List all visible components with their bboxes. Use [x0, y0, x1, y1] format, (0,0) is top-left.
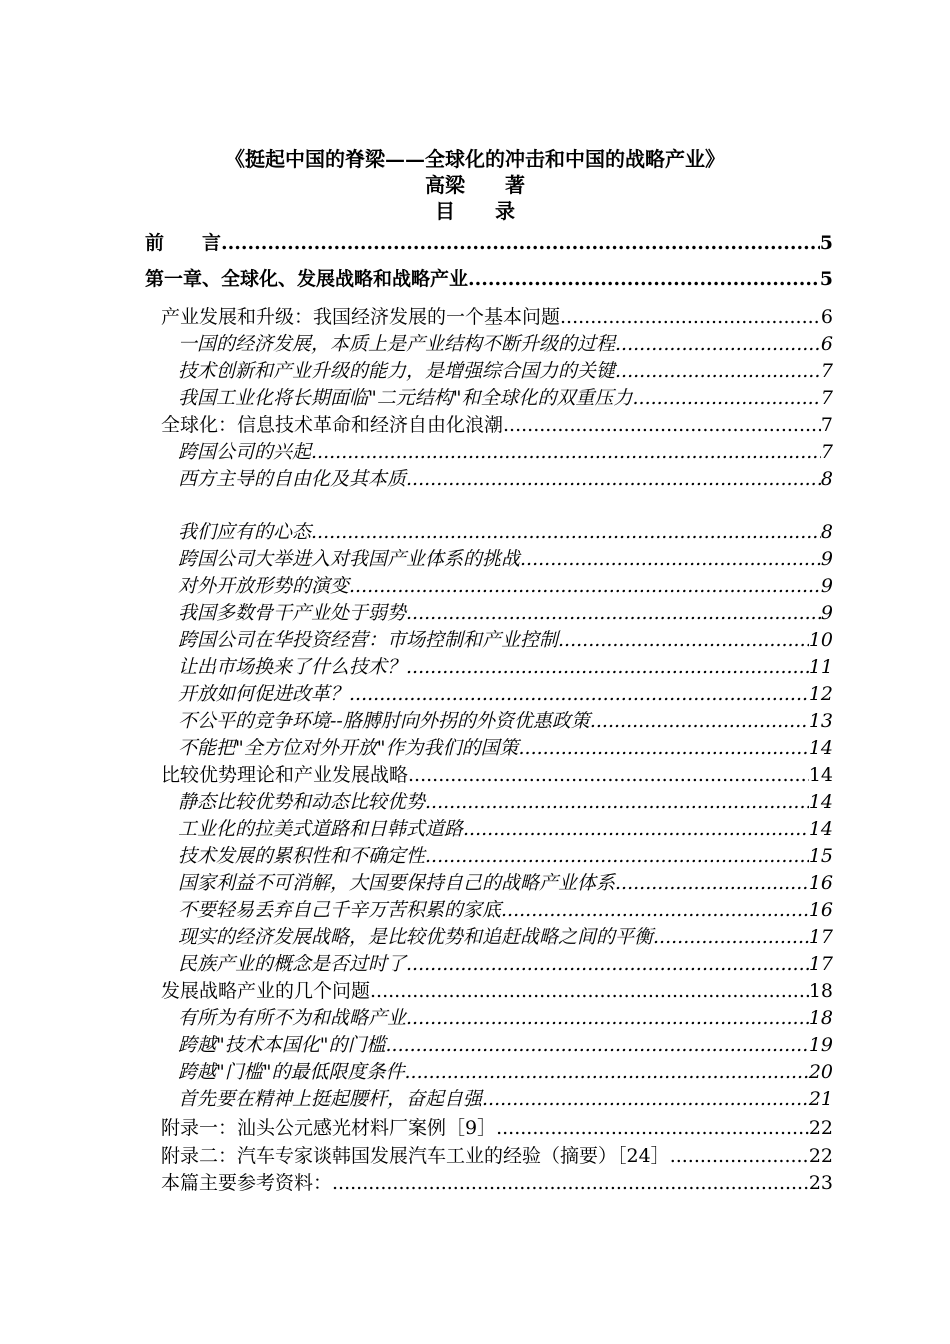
toc-entry-title: 我们应有的心态 — [178, 521, 312, 543]
toc-entry-title: 跨国公司的兴起 — [178, 441, 312, 463]
toc-section-entry[interactable] — [161, 302, 833, 328]
toc-subsection-entry[interactable] — [178, 1084, 833, 1110]
toc-subsection-entry[interactable] — [178, 544, 833, 570]
toc-page-number: 16 — [808, 899, 833, 921]
toc-page-number: 20 — [808, 1061, 833, 1083]
author-line: 高梁 著 — [425, 173, 525, 197]
toc-entry-title: 附录一：汕头公元感光材料厂案例［9］ — [161, 1117, 497, 1139]
toc-subsection-entry[interactable] — [178, 571, 833, 597]
toc-subsection-entry[interactable] — [178, 464, 833, 490]
toc-page-number: 7 — [820, 387, 833, 409]
toc-page-number: 9 — [820, 602, 833, 624]
toc-entry-title: 前 言 — [145, 232, 222, 254]
toc-page-number: 14 — [808, 764, 833, 786]
toc-dot-leader — [406, 953, 809, 975]
toc-page-number: 13 — [808, 710, 833, 732]
toc-dot-leader — [406, 468, 821, 490]
toc-page-number: 22 — [808, 1145, 833, 1167]
toc-entry-title: 国家利益不可消解，大国要保持自己的战略产业体系 — [178, 872, 616, 894]
toc-page-number: 10 — [808, 629, 833, 651]
toc-entry-title: 对外开放形势的演变 — [178, 575, 350, 597]
toc-chapter-entry[interactable] — [145, 228, 833, 254]
toc-page-number: 23 — [808, 1172, 833, 1194]
toc-entry-title: 我国工业化将长期面临"二元结构"和全球化的双重压力 — [178, 387, 633, 409]
toc-dot-leader — [632, 387, 820, 409]
toc-page-number: 8 — [820, 468, 833, 490]
toc-entry-title: 开放如何促进改革？ — [178, 683, 350, 705]
toc-subsection-entry[interactable] — [178, 679, 833, 705]
toc-entry-title: 工业化的拉美式道路和日韩式道路 — [178, 818, 464, 840]
toc-entry-title: 西方主导的自由化及其本质 — [178, 468, 407, 490]
contents-heading: 目 录 — [435, 199, 515, 223]
toc-page-number: 6 — [820, 333, 833, 355]
toc-subsection-entry[interactable] — [178, 733, 833, 759]
toc-entry-title: 有所为有所不为和战略产业 — [178, 1007, 407, 1029]
toc-entry-title: 跨国公司在华投资经营：市场控制和产业控制 — [178, 629, 559, 651]
toc-entry-title: 不能把"全方位对外开放"作为我们的国策 — [178, 737, 519, 759]
toc-subsection-entry[interactable] — [178, 841, 833, 867]
toc-subsection-entry[interactable] — [178, 706, 833, 732]
toc-subsection-entry[interactable] — [178, 652, 833, 678]
toc-dot-leader — [311, 441, 821, 463]
toc-page-number: 11 — [808, 656, 833, 678]
toc-entry-title: 民族产业的概念是否过时了 — [178, 953, 407, 975]
toc-dot-leader — [332, 1172, 809, 1194]
toc-dot-leader — [520, 548, 821, 570]
toc-dot-leader — [670, 1145, 809, 1167]
toc-subsection-entry[interactable] — [178, 787, 833, 813]
toc-entry-title: 技术发展的累积性和不确定性 — [178, 845, 426, 867]
toc-subsection-entry[interactable] — [178, 895, 833, 921]
toc-dot-leader — [558, 629, 809, 651]
toc-page-number: 9 — [820, 575, 833, 597]
toc-entry-title: 一国的经济发展，本质上是产业结构不断升级的过程 — [178, 333, 616, 355]
toc-entry-title: 比较优势理论和产业发展战略 — [161, 764, 409, 786]
toc-subsection-entry[interactable] — [178, 949, 833, 975]
toc-entry-title: 本篇主要参考资料： — [161, 1172, 333, 1194]
toc-entry-title: 附录二：汽车专家谈韩国发展汽车工业的经验（摘要）［24］ — [161, 1145, 670, 1167]
toc-dot-leader — [503, 414, 821, 436]
toc-page-number: 5 — [819, 268, 833, 290]
toc-page-number: 21 — [808, 1088, 833, 1110]
toc-subsection-entry[interactable] — [178, 356, 833, 382]
toc-subsection-entry[interactable] — [178, 1057, 833, 1083]
toc-dot-leader — [463, 818, 809, 840]
toc-page-number: 14 — [808, 791, 833, 813]
toc-page-number: 18 — [808, 1007, 833, 1029]
toc-subsection-entry[interactable] — [178, 814, 833, 840]
toc-entry-title: 首先要在精神上挺起腰杆，奋起自强 — [178, 1088, 483, 1110]
toc-section-entry[interactable] — [161, 1141, 833, 1167]
toc-subsection-entry[interactable] — [178, 598, 833, 624]
toc-section-entry[interactable] — [161, 1113, 833, 1139]
toc-entry-title: 跨越"门槛"的最低限度条件 — [178, 1061, 405, 1083]
toc-page-number: 7 — [820, 441, 833, 463]
toc-subsection-entry[interactable] — [178, 1030, 833, 1056]
toc-dot-leader — [615, 360, 821, 382]
toc-page-number: 6 — [820, 306, 833, 328]
toc-page-number: 22 — [808, 1117, 833, 1139]
toc-dot-leader — [560, 306, 821, 328]
toc-page-number: 7 — [820, 414, 833, 436]
toc-dot-leader — [349, 683, 809, 705]
toc-dot-leader — [425, 791, 809, 813]
toc-page-number: 17 — [808, 953, 833, 975]
toc-dot-leader — [385, 1034, 808, 1056]
toc-dot-leader — [221, 232, 820, 254]
toc-page-number: 7 — [820, 360, 833, 382]
toc-subsection-entry[interactable] — [178, 868, 833, 894]
document-title: 《挺起中国的脊梁——全球化的冲击和中国的战略产业》 — [225, 147, 725, 171]
toc-page-number: 14 — [808, 737, 833, 759]
toc-subsection-entry[interactable] — [178, 922, 833, 948]
toc-dot-leader — [406, 1007, 809, 1029]
toc-page-number: 17 — [808, 926, 833, 948]
toc-entry-title: 现实的经济发展战略，是比较优势和追赶战略之间的平衡 — [178, 926, 654, 948]
toc-page-number: 9 — [820, 548, 833, 570]
toc-entry-title: 全球化：信息技术革命和经济自由化浪潮 — [161, 414, 504, 436]
toc-entry-title: 第一章、全球化、发展战略和战略产业 — [145, 268, 469, 290]
toc-dot-leader — [615, 872, 809, 894]
toc-page-number: 12 — [808, 683, 833, 705]
toc-entry-title: 不公平的竞争环境--胳膊肘向外拐的外资优惠政策 — [178, 710, 590, 732]
toc-page-number: 16 — [808, 872, 833, 894]
toc-subsection-entry[interactable] — [178, 329, 833, 355]
toc-dot-leader — [404, 1061, 808, 1083]
toc-dot-leader — [501, 899, 809, 921]
toc-entry-title: 技术创新和产业升级的能力，是增强综合国力的关键 — [178, 360, 616, 382]
toc-entry-title: 产业发展和升级：我国经济发展的一个基本问题 — [161, 306, 561, 328]
toc-page-number: 18 — [808, 980, 833, 1002]
toc-entry-title: 发展战略产业的几个问题 — [161, 980, 371, 1002]
toc-dot-leader — [653, 926, 809, 948]
toc-subsection-entry[interactable] — [178, 517, 833, 543]
toc-dot-leader — [615, 333, 821, 355]
toc-subsection-entry[interactable] — [178, 437, 833, 463]
toc-page-number: 8 — [820, 521, 833, 543]
toc-dot-leader — [406, 602, 821, 624]
toc-dot-leader — [518, 737, 808, 759]
toc-chapter-entry[interactable] — [145, 264, 833, 290]
toc-dot-leader — [349, 575, 821, 597]
toc-section-entry[interactable] — [161, 1168, 833, 1194]
toc-entry-title: 跨国公司大举进入对我国产业体系的挑战 — [178, 548, 521, 570]
toc-dot-leader — [370, 980, 809, 1002]
toc-section-entry[interactable] — [161, 410, 833, 436]
toc-entry-title: 我国多数骨干产业处于弱势 — [178, 602, 407, 624]
toc-entry-title: 不要轻易丢弃自己千辛万苦积累的家底 — [178, 899, 502, 921]
toc-dot-leader — [425, 845, 809, 867]
toc-entry-title: 跨越"技术本国化"的门槛 — [178, 1034, 386, 1056]
toc-dot-leader — [482, 1088, 809, 1110]
toc-section-entry[interactable] — [161, 760, 833, 786]
toc-dot-leader — [496, 1117, 809, 1139]
toc-subsection-entry[interactable] — [178, 625, 833, 651]
toc-page-number: 15 — [808, 845, 833, 867]
toc-dot-leader — [468, 268, 820, 290]
toc-section-entry[interactable] — [161, 976, 833, 1002]
toc-entry-title: 静态比较优势和动态比较优势 — [178, 791, 426, 813]
toc-page-number: 14 — [808, 818, 833, 840]
toc-dot-leader — [311, 521, 821, 543]
toc-dot-leader — [406, 656, 809, 678]
toc-entry-title: 让出市场换来了什么技术？ — [178, 656, 407, 678]
toc-page-number: 5 — [819, 232, 833, 254]
toc-subsection-entry[interactable] — [178, 383, 833, 409]
toc-dot-leader — [590, 710, 809, 732]
toc-subsection-entry[interactable] — [178, 1003, 833, 1029]
toc-page-number: 19 — [808, 1034, 833, 1056]
toc-dot-leader — [408, 764, 809, 786]
